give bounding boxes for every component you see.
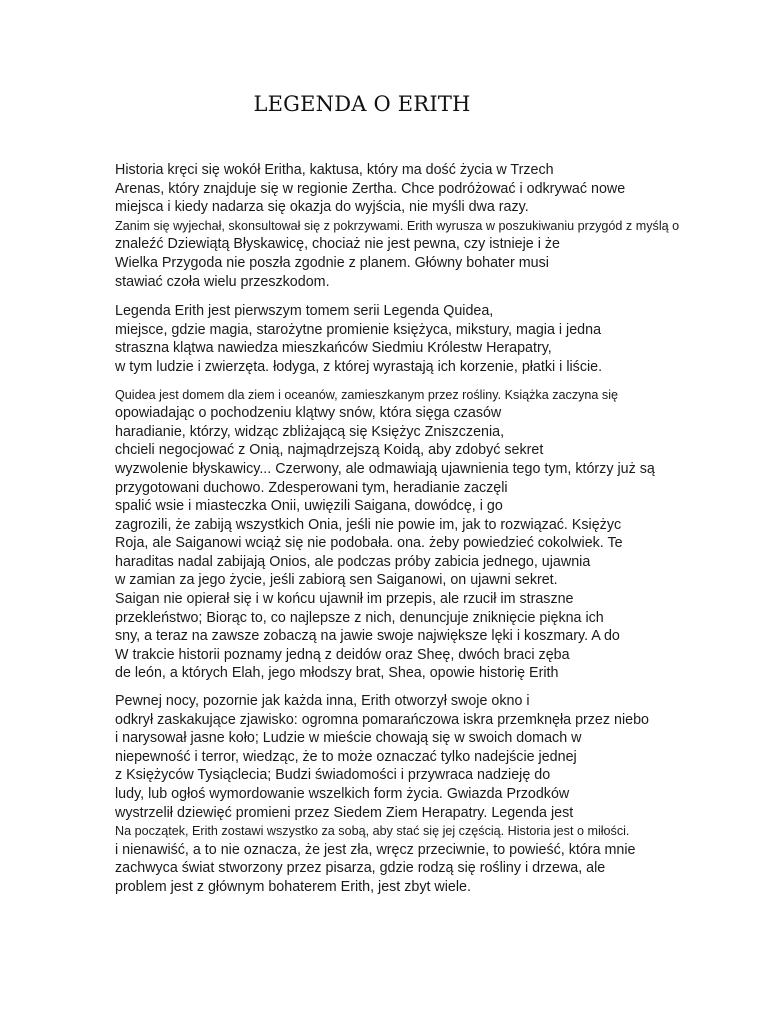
text-line: miejsca i kiedy nadarza się okazja do wyjścia, nie myśli dwa razy. <box>115 199 529 216</box>
text-line: odkrył zaskakujące zjawisko: ogromna pomarańczowa iskra przemknęła przez niebo <box>115 711 649 728</box>
text-line: W trakcie historii poznamy jedną z deidów oraz Sheę, dwóch braci zęba <box>115 646 570 663</box>
text-line: wyzwolenie błyskawicy... Czerwony, ale odmawiają ujawnienia tego tym, którzy już są <box>115 460 655 477</box>
text-line: haradianie, którzy, widząc zbliżającą się Księżyc Zniszczenia, <box>115 423 505 440</box>
paragraph-3 <box>115 386 755 684</box>
text-line: i narysował jasne koło; Ludzie w mieście chowają się w swoich domach w <box>115 730 582 747</box>
text-line: Arenas, który znajduje się w regionie Zertha. Chce podróżować i odkrywać nowe <box>115 180 626 197</box>
text-line: Quidea jest domem dla ziem i oceanów, zamieszkanym przez rośliny. Książka zaczyna się <box>115 387 619 402</box>
text-line: Zanim się wyjechał, skonsultował się z pokrzywami. Erith wyrusza w poszukiwaniu przygód z myślą o <box>115 218 680 233</box>
document-body <box>115 161 755 897</box>
text-line: wystrzelił dziewięć promieni przez Siedem Ziem Herapatry. Legenda jest <box>115 804 574 821</box>
text-line: zachwyca świat stworzony przez pisarza, gdzie rodzą się rośliny i drzewa, ale <box>115 860 606 877</box>
text-line: straszna klątwa nawiedza mieszkańców Siedmiu Królestw Herapatry, <box>115 340 552 357</box>
text-line: problem jest z głównym bohaterem Erith, jest zbyt wiele. <box>115 878 471 895</box>
text-line: spalić wsie i miasteczka Onii, uwięzili Saigana, dowódcę, i go <box>115 498 503 515</box>
text-line: w tym ludzie i zwierzęta. łodyga, z której wyrastają ich korzenie, płatki i liście. <box>115 358 603 375</box>
text-line: w zamian za jego życie, jeśli zabiorą sen Saiganowi, on ujawni sekret. <box>115 572 558 589</box>
text-line: znaleźć Dziewiątą Błyskawicę, chociaż nie jest pewna, czy istnieje i że <box>115 236 560 253</box>
text-line: miejsce, gdzie magia, starożytne promienie księżyca, mikstury, magia i jedna <box>115 321 602 338</box>
text-line: haraditas nadal zabijają Onios, ale podczas próby zabicia jednego, ujawnia <box>115 553 591 570</box>
text-line: Pewnej nocy, pozornie jak każda inna, Erith otworzył swoje okno i <box>115 693 530 710</box>
text-line: Legenda Erith jest pierwszym tomem serii Legenda Quidea, <box>115 303 494 320</box>
text-line: z Księżyców Tysiąclecia; Budzi świadomości i przywraca nadzieję do <box>115 767 551 784</box>
document-title: LEGENDA O ERITH <box>253 92 471 116</box>
text-line: Saigan nie opierał się i w końcu ujawnił im przepis, ale rzucił im straszne <box>115 591 574 608</box>
text-line: Roja, ale Saiganowi wciąż się nie podobała. ona. żeby powiedzieć cokolwiek. Te <box>115 535 623 552</box>
text-line: i nienawiść, a to nie oznacza, że jest zła, wręcz przeciwnie, to powieść, która mnie <box>115 841 636 858</box>
text-line: Historia kręci się wokół Eritha, kaktusa, który ma dość życia w Trzech <box>115 162 554 178</box>
text-line: de león, a których Elah, jego młodszy brat, Shea, opowie historię Erith <box>115 665 559 682</box>
text-line: ludy, lub ogłoś wymordowanie wszelkich form życia. Gwiazda Przodków <box>115 786 570 802</box>
paragraph-4 <box>115 692 755 897</box>
text-line: zagrozili, że zabiją wszystkich Onia, jeśli nie powie im, jak to rozwiązać. Księżyc <box>115 516 622 533</box>
paragraph-1 <box>115 161 755 291</box>
text-line: przygotowani duchowo. Zdesperowani tym, heradianie zaczęli <box>115 479 508 496</box>
text-line: Na początek, Erith zostawi wszystko za sobą, aby stać się jej częścią. Historia jest o miłości. <box>115 824 630 839</box>
text-line: Wielka Przygoda nie poszła zgodnie z planem. Główny bohater musi <box>115 254 549 271</box>
text-line: chcieli negocjować z Onią, najmądrzejszą Koidą, aby zdobyć sekret <box>115 442 544 459</box>
text-line: sny, a teraz na zawsze zobaczą na jawie swoje największe lęki i koszmary. A do <box>115 628 620 645</box>
text-line: opowiadając o pochodzeniu klątwy snów, która sięga czasów <box>115 405 502 422</box>
paragraph-2 <box>115 302 755 376</box>
text-line: niepewność i terror, wiedząc, że to może oznaczać tylko nadejście jednej <box>115 748 577 765</box>
text-line: przekleństwo; Biorąc to, co najlepsze z nich, denuncjuje zniknięcie piękna ich <box>115 609 604 626</box>
text-line: stawiać czoła wielu przeszkodom. <box>115 273 330 290</box>
